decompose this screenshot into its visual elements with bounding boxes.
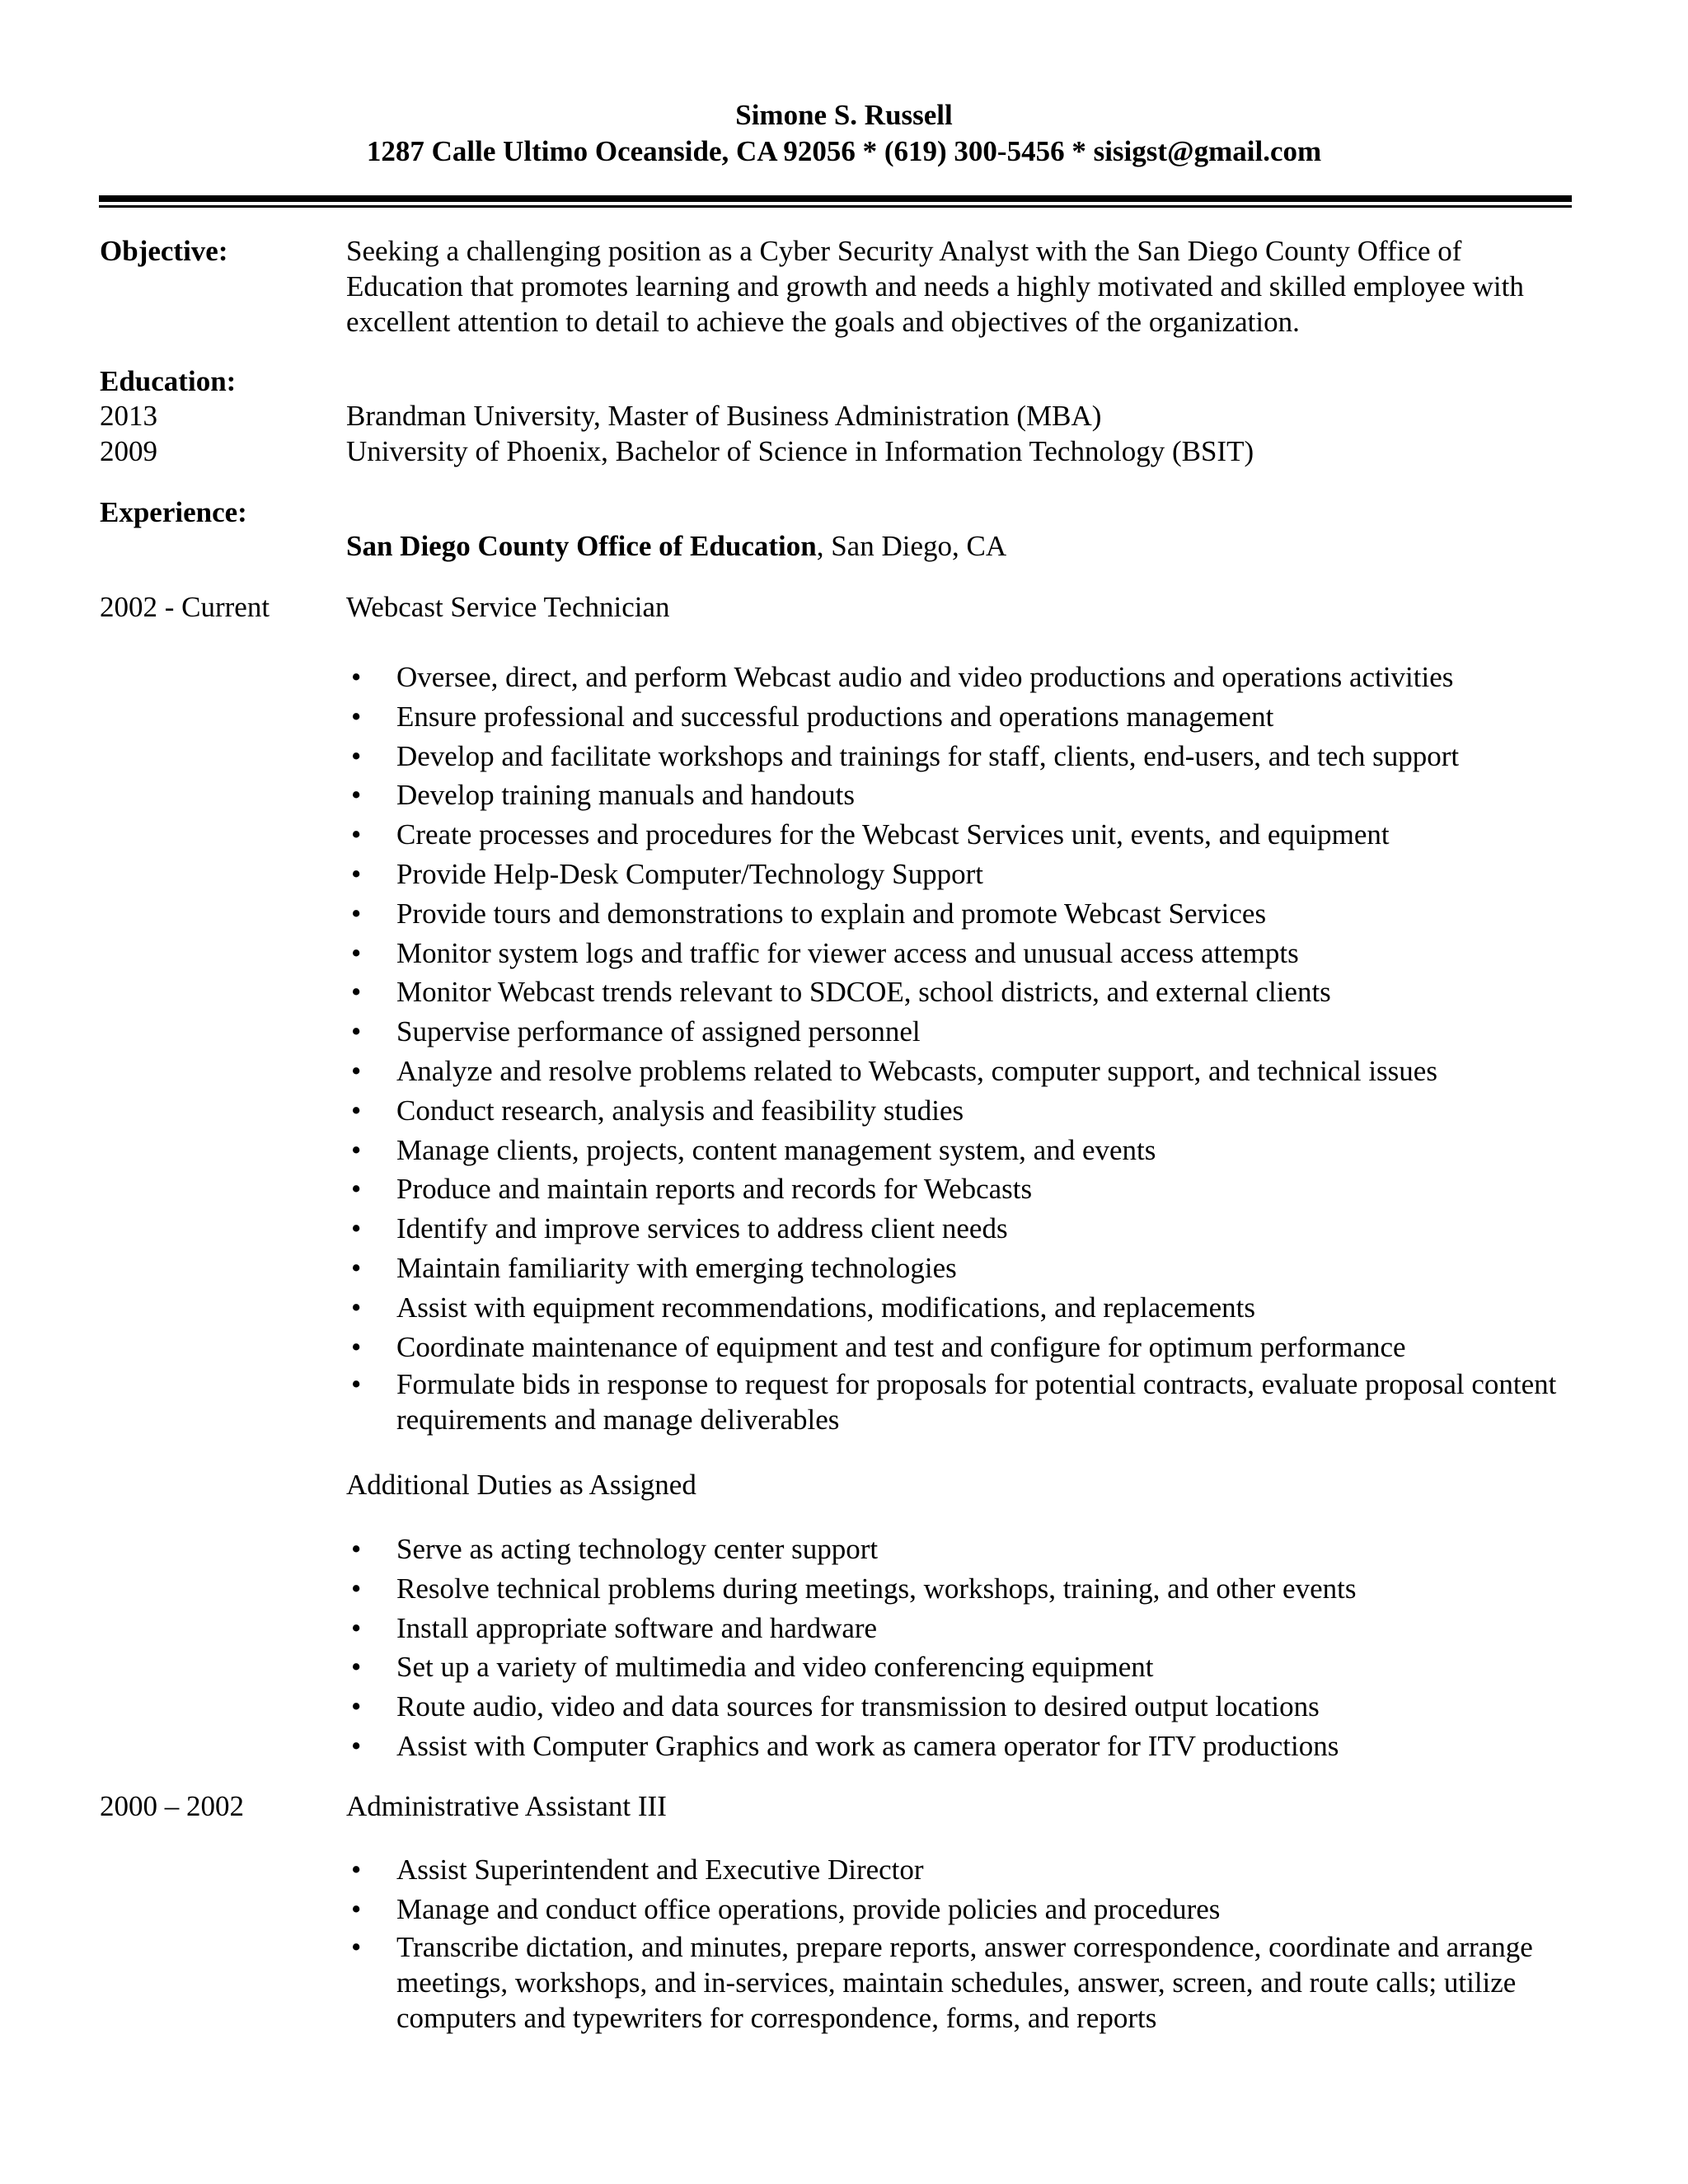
bullet-dot: • (351, 1611, 362, 1644)
bullet-dot: • (351, 1533, 362, 1565)
list-item (346, 1850, 1582, 1890)
duty-text: Monitor Webcast trends relevant to SDCOE, school districts, and external clients (396, 976, 1331, 1009)
duty-text: Supervise performance of assigned personnel (396, 1015, 921, 1048)
bullet-dot: • (351, 976, 362, 1009)
list-item (346, 1091, 1582, 1131)
list-item (346, 1328, 1582, 1367)
bullet-dot: • (351, 818, 362, 851)
bullet-dot: • (351, 1892, 362, 1925)
additional-duties-list (346, 1530, 1582, 1766)
list-item (346, 1169, 1582, 1209)
bullet-dot: • (351, 1054, 362, 1087)
employer-location: , San Diego, CA (816, 530, 1007, 562)
duty-text: Produce and maintain reports and records for Webcasts (396, 1173, 1033, 1206)
list-item (346, 1288, 1582, 1328)
duty-text: Create processes and procedures for the Webcast Services unit, events, and equipment (396, 818, 1390, 851)
duty-text: Conduct research, analysis and feasibility studies (396, 1094, 964, 1127)
bullet-dot: • (351, 897, 362, 930)
job-title: Administrative Assistant III (346, 1790, 667, 1822)
duty-text: Manage and conduct office operations, provide policies and procedures (396, 1892, 1221, 1925)
duty-text: Ensure professional and successful productions and operations management (396, 700, 1274, 733)
bullet-dot: • (351, 1729, 362, 1762)
list-item (346, 1012, 1582, 1052)
duty-text: Develop and facilitate workshops and trainings for staff, clients, end-users, and tech support (396, 739, 1460, 772)
bullet-dot: • (351, 936, 362, 969)
list-item (346, 1366, 1582, 1437)
list-item (346, 776, 1582, 815)
list-item (346, 815, 1582, 855)
bullet-dot: • (351, 739, 362, 772)
job-title: Webcast Service Technician (346, 591, 670, 623)
bullet-dot: • (351, 1854, 362, 1886)
list-item (346, 1647, 1582, 1687)
duty-text: Assist Superintendent and Executive Director (396, 1854, 924, 1886)
list-item (346, 1890, 1582, 1929)
bullet-dot: • (351, 1251, 362, 1284)
bullet-dot: • (351, 1212, 362, 1245)
duty-text: Analyze and resolve problems related to Webcasts, computer support, and technical issues (396, 1054, 1437, 1087)
duty-text: Serve as acting technology center support (396, 1533, 879, 1565)
duty-text: Formulate bids in response to request for proposals for potential contracts, evaluate proposal content requirements and manage deliverables (396, 1368, 1557, 1436)
objective-text: Seeking a challenging position as a Cyber Security Analyst with the San Diego County Office of Education that promotes learning and growth and needs a highly motivated and skilled employee with excellent attention to detail to achieve the goals and objectives of the organization. (346, 235, 1524, 338)
list-item (346, 855, 1582, 894)
bullet-dot: • (351, 661, 362, 693)
list-item (346, 1727, 1582, 1766)
bullet-dot: • (351, 700, 362, 733)
duty-text: Monitor system logs and traffic for viewer access and unusual access attempts (396, 936, 1299, 969)
bullet-dot: • (351, 1291, 362, 1324)
list-item (346, 894, 1582, 934)
duty-text: Assist with Computer Graphics and work as camera operator for ITV productions (396, 1729, 1339, 1762)
duty-text: Resolve technical problems during meetings, workshops, training, and other events (396, 1572, 1357, 1605)
list-item (346, 1929, 1582, 2036)
duty-text: Route audio, video and data sources for transmission to desired output locations (396, 1690, 1320, 1723)
bullet-dot: • (351, 1690, 362, 1723)
list-item (346, 934, 1582, 973)
contact-line: 1287 Calle Ultimo Oceanside, CA 92056 * (619) 300-5456 * sisigst@gmail.com (366, 135, 1322, 167)
list-item (346, 1052, 1582, 1091)
additional-duties-title: Additional Duties as Assigned (346, 1469, 696, 1501)
education-year: 2009 (100, 435, 157, 467)
list-item (346, 1530, 1582, 1569)
list-item (346, 972, 1582, 1012)
education-year: 2013 (100, 400, 157, 432)
education-entry: Brandman University, Master of Business Administration (MBA) (346, 400, 1102, 432)
duty-text: Set up a variety of multimedia and video conferencing equipment (396, 1651, 1154, 1684)
resume-header (0, 97, 1688, 170)
duty-text: Oversee, direct, and perform Webcast audio and video productions and operations activities (396, 661, 1454, 693)
duty-text: Coordinate maintenance of equipment and test and configure for optimum performance (396, 1330, 1406, 1363)
bullet-dot: • (351, 857, 362, 890)
duty-text: Manage clients, projects, content management system, and events (396, 1133, 1156, 1166)
objective-label: Objective: (100, 235, 228, 267)
list-item (346, 1249, 1582, 1288)
bullet-dot: • (351, 1368, 362, 1401)
bullet-dot: • (351, 1330, 362, 1363)
duty-text: Assist with equipment recommendations, modifications, and replacements (396, 1291, 1255, 1324)
list-item (346, 737, 1582, 776)
bullet-dot: • (351, 1094, 362, 1127)
list-item (346, 1687, 1582, 1727)
education-label: Education: (100, 365, 237, 397)
bullet-dot: • (351, 1651, 362, 1684)
bullet-dot: • (351, 1572, 362, 1605)
job-dates: 2000 – 2002 (100, 1790, 244, 1822)
job-duties-list (346, 1850, 1582, 2036)
bullet-dot: • (351, 1015, 362, 1048)
list-item (346, 1609, 1582, 1648)
duty-text: Develop training manuals and handouts (396, 779, 855, 812)
duty-text: Identify and improve services to address client needs (396, 1212, 1008, 1245)
experience-label: Experience: (100, 496, 247, 528)
duty-text: Maintain familiarity with emerging technologies (396, 1251, 957, 1284)
bullet-dot: • (351, 1930, 362, 1963)
duty-text: Provide Help-Desk Computer/Technology Support (396, 857, 984, 890)
education-entry: University of Phoenix, Bachelor of Science in Information Technology (BSIT) (346, 435, 1254, 467)
employer-line (346, 528, 1582, 564)
employer-name: San Diego County Office of Education (346, 530, 817, 562)
duty-text: Provide tours and demonstrations to explain and promote Webcast Services (396, 897, 1267, 930)
list-item (346, 697, 1582, 737)
header-divider-thin (99, 205, 1572, 208)
job-duties-list (346, 658, 1582, 1437)
bullet-dot: • (351, 1173, 362, 1206)
duty-text: Install appropriate software and hardware (396, 1611, 878, 1644)
list-item (346, 658, 1582, 697)
job-dates: 2002 - Current (100, 591, 270, 623)
bullet-dot: • (351, 1133, 362, 1166)
duty-text: Transcribe dictation, and minutes, prepare reports, answer correspondence, coordinate and arrange meetings, workshops, and in-services, maintain schedules, answer, screen, and route calls; utilize computers and typewriters for correspondence, forms, and reports (396, 1930, 1533, 2034)
list-item (346, 1131, 1582, 1170)
bullet-dot: • (351, 779, 362, 812)
applicant-name: Simone S. Russell (735, 99, 953, 131)
header-divider-thick (99, 195, 1572, 202)
list-item (346, 1569, 1582, 1609)
list-item (346, 1209, 1582, 1249)
